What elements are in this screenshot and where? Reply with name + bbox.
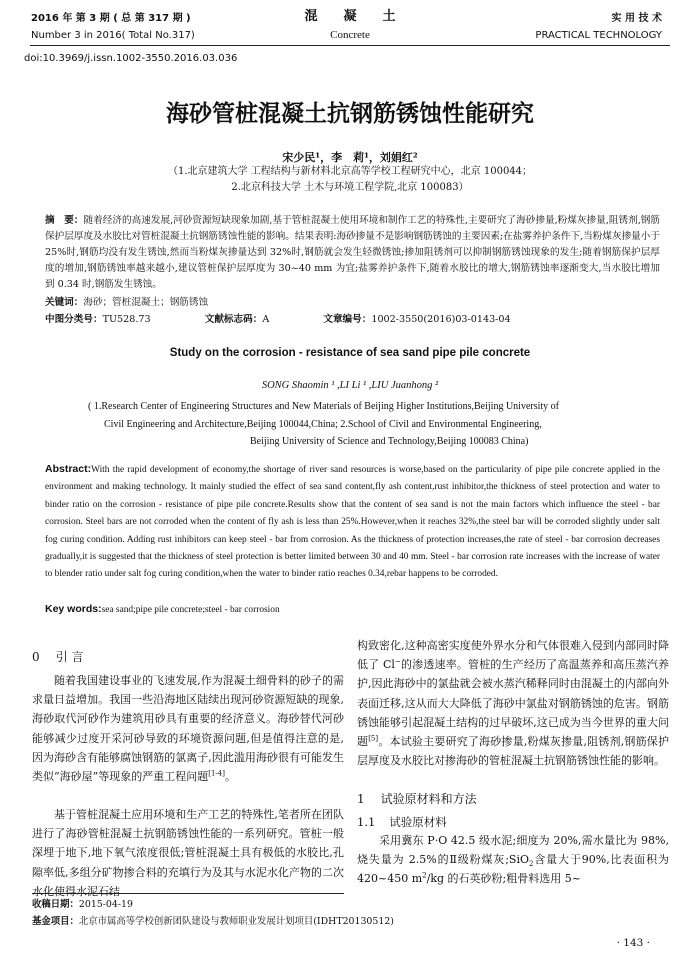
journal-issue-cn: 2016 年 第 3 期 ( 总 第 317 期 ) [31,13,191,24]
abstract-en-label: Abstract: [45,463,92,475]
section-1-heading [357,790,669,808]
intro-p1-end: 。 [224,770,236,784]
intro-p1-text: 随着我国建设事业的飞速发展,作为混凝土细骨料的砂子的需求量日益增加。我国一些沿海地区陆续出现河砂资源短缺的现象,海砂取代河砂作为建筑用砂具有重要的经济意义。海砂替代河砂能够减少过度开采河砂导致的环境资源问题,但是值得注意的是,因为海砂含有能够腐蚀钢筋的氯离子,因此滥用海砂很有可能发生类似“海砂屋”等现象的严重工程问题 [32,674,344,784]
materials-text-b: 含量大于90%,比表面积为 420~450 m [357,853,669,886]
section-1-number: 1 [357,792,365,806]
column-name-cn: 实 用 技 术 [611,13,662,24]
materials-text-a: 采用冀东 P·O 42.5 级水泥;细度为 20%,需水量比为 98%,烧失量为 2.5%的Ⅱ级粉煤灰;SiO [357,834,669,867]
intro-p3-citation: [5] [368,734,379,743]
header-rule [30,45,670,46]
column-name-en: PRACTICAL TECHNOLOGY [535,30,662,41]
abstract-cn [45,213,660,293]
journal-name-cn: 混 凝 土 [304,9,396,24]
classification [45,312,660,328]
subsection-1-1-number: 1.1 [357,815,376,829]
authors-cn: 宋少民¹，李 莉¹，刘娟红² [282,151,418,164]
affiliation-en-1: ( 1.Research Center of Engineering Structures and New Materials of Beijing Higher Institutions,Beijing University of [88,401,560,412]
section-0-heading [32,648,344,666]
fund-project [32,914,672,929]
article-number-label: 文章编号： [323,314,372,325]
paper-title-en: Study on the corrosion - resistance of sea sand pipe pile concrete [169,347,531,359]
materials-text-c: /kg 的石英砂粉;粗骨料选用 5~ [426,872,581,886]
fund-value: 北京市属高等学校创新团队建设与教师职业发展计划项目(IDHT20130512) [78,916,394,927]
intro-paragraph-1 [32,671,344,786]
affiliation-cn-1: （1.北京建筑大学 工程结构与新材料北京高等学校工程研究中心，北京 100044； [167,166,533,177]
keywords-en-label: Key words: [45,603,102,615]
intro-p3-text-b: 的渗透速率。管桩的生产经历了高温蒸养和高压蒸汽养护,因此海砂中的氯盐就会被水蒸汽稀释同时由混凝土的内部向外表面迁移,这从而大大降低了海砂中氯盐对钢筋锈蚀的危害。钢筋锈蚀能够引起混凝土结构的过早破坏,这已成为当今世界的重大问题 [357,658,669,749]
abstract-en [45,461,660,584]
clc-value: TU528.73 [102,314,151,325]
abstract-cn-label: 摘 要： [45,215,84,226]
abstract-en-text: With the rapid development of economy,the shortage of river sand resources is worse,based on the particularity of pipe pile concrete applied in the environment and making technology. It mainly studied the effect of sea sand content,fly ash content,rust inhibitor,the thickness of steel protection and water to binder ratio on the corrosion - resistance of pipe pile concrete.Results show that the content of sea sand is not the main factors which influence the steel - bar corrosion. Steel bars are not corroded when the content of fly ash is less than 25%.However,when it reaches 32%,the steel bar will be corroded slightly under salt fog curing condition. Adding rust inhibitors can keep steel - bar from corrosion. As the thickness of protection increases,the rate of steel - bar corrosion decreases gradually,it is suggested that the thickness of steel protection is better limited between 30 and 40 mm. Steel - bar corrosion rate increases with the increase of water to blender ratio under salt fog curing condition,when the water to binder ratio reaches 0.34,rebar happens to be corroded. [45,465,660,580]
received-label: 收稿日期： [32,899,79,910]
intro-p1-citation: [1-4] [208,769,225,778]
journal-issue-en: Number 3 in 2016( Total No.317) [31,30,195,41]
fund-label: 基金项目： [32,916,79,927]
keywords-cn-label: 关键词： [45,297,84,308]
intro-p3-text-a: 构致密化,这种高密实度使外界水分和气体很难入侵到内部同时降低了 Cl [357,639,669,672]
page-number: · 143 · [616,937,650,949]
affiliation-en [88,398,648,451]
subsection-1-1-heading [357,813,669,831]
intro-paragraph-2: 基于管桩混凝土应用环境和生产工艺的特殊性,笔者所在团队进行了海砂管桩混凝土抗钢筋锈蚀性能的一系列研究。管桩一般深埋于地下,地下氧气浓度很低;管桩混凝土具有极低的水胶比,孔隙率低,多组分矿物掺合料的充填行为及其与水泥水化产物的二次水化使得水泥石结 [32,808,344,898]
materials-paragraph: 采用冀东 P·O 42.5 级水泥;细度为 20%,需水量比为 98%,烧失量为 2.5%的Ⅱ级粉煤灰;SiO$_2$含量大于90%,比表面积为 420~450 $m^2/kg$ 的石英砂粉;粗骨料选用 5~ [357,834,669,886]
keywords-cn-text: 海砂；管桩混凝土；钢筋锈蚀 [83,297,209,308]
journal-name-en: Concrete [330,29,370,41]
affiliation-en-3: Beijing University of Science and Technology,Beijing 100083 China) [250,436,529,447]
subsection-1-1-title: 试验原材料 [389,815,447,829]
section-0-number: 0 [32,650,40,664]
keywords-en-text: sea sand;pipe pile concrete;steel - bar corrosion [101,605,280,615]
received-value: 2015-04-19 [78,899,133,910]
abstract-cn-text: 随着经济的高速发展,河砂资源短缺现象加剧,基于管桩混凝土使用环境和制作工艺的特殊性,主要研究了海砂掺量,粉煤灰掺量,阻锈剂,钢筋保护层厚度及水胶比对管桩混凝土抗钢筋锈蚀性能的影响。结果表明:海砂掺量不是影响钢筋锈蚀的主要因素;在盐雾养护条件下,当粉煤灰掺量小于 25%时,钢筋均没有发生锈蚀,然而当粉煤灰掺量达到 32%时,钢筋就会发生轻微锈蚀;掺加阻锈剂可以抑制钢筋锈蚀现象的发生;随着钢筋保护层厚度的增加,钢筋锈蚀率越来越小,建议管桩保护层厚度为 30~40 mm 为宜;盐雾养护条件下,随着水胶比的增大,钢筋锈蚀率逐渐变大,当水胶比增加到 0.34 时,钢筋发生锈蚀。 [45,215,661,290]
paper-title-cn: 海砂管桩混凝土抗钢筋锈蚀性能研究 [166,101,534,127]
section-0-title: 引言 [55,650,88,664]
keywords-cn [45,295,660,311]
section-1-title: 试验原材料和方法 [380,792,477,806]
intro-paragraph-3: 构致密化,这种高密实度使外界水分和气体很难入侵到内部同时降低了 Cl−的渗透速率。管桩的生产经历了高温蒸养和高压蒸汽养护,因此海砂中的氯盐就会被水蒸汽稀释同时由混凝土的内部向外表面迁移,这从而大大降低了海砂中氯盐对钢筋锈蚀的危害。钢筋锈蚀能够引起混凝土结构的过早破坏,这已成为当今世界的重大问题[5]。本试验主要研究了海砂掺量,粉煤灰掺量,阻锈剂,钢筋保护层厚度及水胶比对掺海砂的管桩混凝土抗钢筋锈蚀性能的影响。 [357,639,669,768]
footnote-rule [32,893,344,894]
doc-code-label: 文献标志码： [204,314,263,325]
doi: doi:10.3969/j.issn.1002-3550.2016.03.036 [24,53,238,64]
affiliation-cn-2: 2.北京科技大学 土木与环境工程学院,北京 100083） [231,182,469,193]
article-number-value: 1002-3550(2016)03-0143-04 [371,314,511,325]
intro-p3-text-c: 。本试验主要研究了海砂掺量,粉煤灰掺量,阻锈剂,钢筋保护层厚度及水胶比对掺海砂的管桩混凝土抗钢筋锈蚀性能的影响。 [357,735,669,768]
authors-en: SONG Shaomin ¹ ,LI Li ¹ ,LIU Juanhong ² [261,380,439,391]
keywords-en [45,601,660,619]
affiliation-en-2: Civil Engineering and Architecture,Beijing 100044,China; 2.School of Civil and Environmental Engineering, [104,418,542,430]
clc-label: 中图分类号： [45,314,103,325]
received-date [32,897,133,912]
doc-code-value: A [262,314,270,325]
